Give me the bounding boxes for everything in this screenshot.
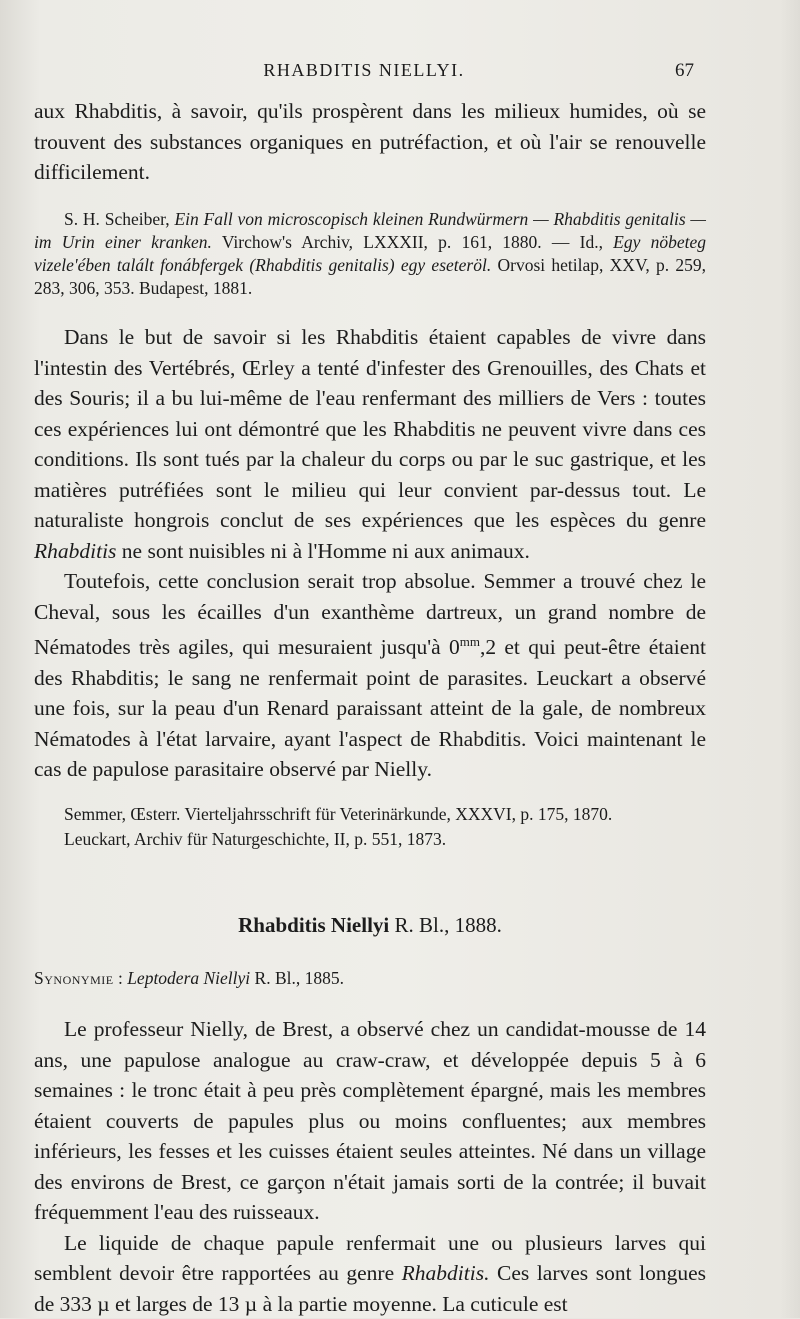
paragraph-nielly xyxy=(34,1014,706,1319)
ref-title-2: Egy nöbeteg vizele'ében talált fonábfergek (Rhabditis genitalis) egy eseteröl. xyxy=(34,232,706,275)
ref-author: S. H. Scheiber, xyxy=(64,209,174,229)
paragraph-span: ,2 et qui peut-être étaient des Rhabditis; le sang ne renfermait point de parasites. Leuckart a observé une fois, sur la peau d'un Renard paraissant atteint de la gale, de nombreux Nématodes à l'état larvaire, ayant l'aspect de Rhabditis. Voici maintenant le cas de papulose parasitaire observé par Nielly. xyxy=(34,635,706,781)
paragraph-span: Dans le but de savoir si les Rhabditis étaient capables de vivre dans l'intestin des Vertébrés, Œrley a tenté d'infester des Grenouilles, des Chats et des Souris; il a bu lui-même de l'eau renfermant des milliers de Vers : toutes ces expériences lui ont démontré que les Rhabditis ne peuvent vivre dans ces conditions. Ils sont tués par la chaleur du corps ou par le suc gastrique, et les matières putréfiées sont le milieu qui leur convient par-dessus tout. Le naturaliste hongrois conclut de ses expériences que les espèces du genre xyxy=(34,325,706,532)
reference-text xyxy=(34,208,706,300)
paragraph-span: ne sont nuisibles ni à l'Homme ni aux animaux. xyxy=(116,539,530,563)
synonymy-label: Synonymie xyxy=(34,968,114,988)
genus-name: Rhabditis xyxy=(34,539,116,563)
reference-scheiber xyxy=(34,208,706,302)
genus-name: Rhabditis. xyxy=(402,1261,490,1285)
synonym-author: R. Bl., 1885. xyxy=(250,968,344,988)
synonymy-separator: : xyxy=(114,968,128,988)
species-author: R. Bl., 1888. xyxy=(389,913,502,937)
paragraph-text xyxy=(34,566,706,785)
ref-source: Virchow's Archiv, LXXXII, p. 161, 1880. — Id., xyxy=(212,232,613,252)
paragraph-span: Le liquide de chaque papule renfermait une ou plusieurs larves qui semblent devoir être rapportées au genre xyxy=(34,1231,706,1286)
paragraph-text xyxy=(34,1228,706,1319)
paragraph-semmer xyxy=(34,566,706,785)
page-number: 67 xyxy=(675,60,694,82)
paragraph-text: Le professeur Nielly, de Brest, a observé chez un candidat-mousse de 14 ans, une papulose analogue au craw-craw, et développée depuis 5 à 6 semaines : le tronc était à peu près complètement épargné, mais les membres étaient couverts de papules plus ou moins confluentes; aux membres inférieurs, les fesses et les cuisses étaient seules atteintes. Né dans un village des environs de Brest, ce garçon n'était jamais sorti de la contrée; il buvait fréquemment l'eau des ruisseaux. xyxy=(34,1014,706,1228)
species-name: Rhabditis Niellyi xyxy=(238,913,389,937)
running-title: RHABDITIS NIELLYI. xyxy=(34,60,694,81)
paragraph-span: Ces larves sont longues de 333 µ et larges de 13 µ à la partie moyenne. La cuticule est xyxy=(34,1261,706,1316)
paragraph-continuation xyxy=(34,96,706,188)
reference-semmer: Semmer, Œsterr. Vierteljahrsschrift für Veterinärkunde, XXXVI, p. 175, 1870. xyxy=(34,803,706,826)
synonym-name: Leptodera Niellyi xyxy=(127,968,250,988)
page-header xyxy=(34,60,694,86)
references-semmer-leuckart xyxy=(34,803,706,853)
ref-source-2: Orvosi hetilap, XXV, p. 259, 283, 306, 353. Budapest, 1881. xyxy=(34,255,706,298)
paragraph-span: Toutefois, cette conclusion serait trop absolue. Semmer a trouvé chez le Cheval, sous les écailles d'un exanthème dartreux, un grand nombre de Nématodes très agiles, qui mesuraient jusqu'à 0 xyxy=(34,569,706,659)
paragraph-text: aux Rhabditis, à savoir, qu'ils prospèrent dans les milieux humides, où se trouvent des substances organiques en putréfaction, et où l'air se renouvelle difficilement. xyxy=(34,96,706,188)
ref-title: Ein Fall von microscopisch kleinen Rundwürmern — Rhabditis genitalis — im Urin einer kranken. xyxy=(34,209,706,252)
unit-superscript: mm xyxy=(460,634,480,649)
paragraph-text xyxy=(34,322,706,566)
reference-leuckart: Leuckart, Archiv für Naturgeschichte, II, p. 551, 1873. xyxy=(34,828,706,851)
section-heading xyxy=(34,913,706,938)
paragraph-oerley xyxy=(34,322,706,566)
synonymy-line xyxy=(34,968,706,989)
